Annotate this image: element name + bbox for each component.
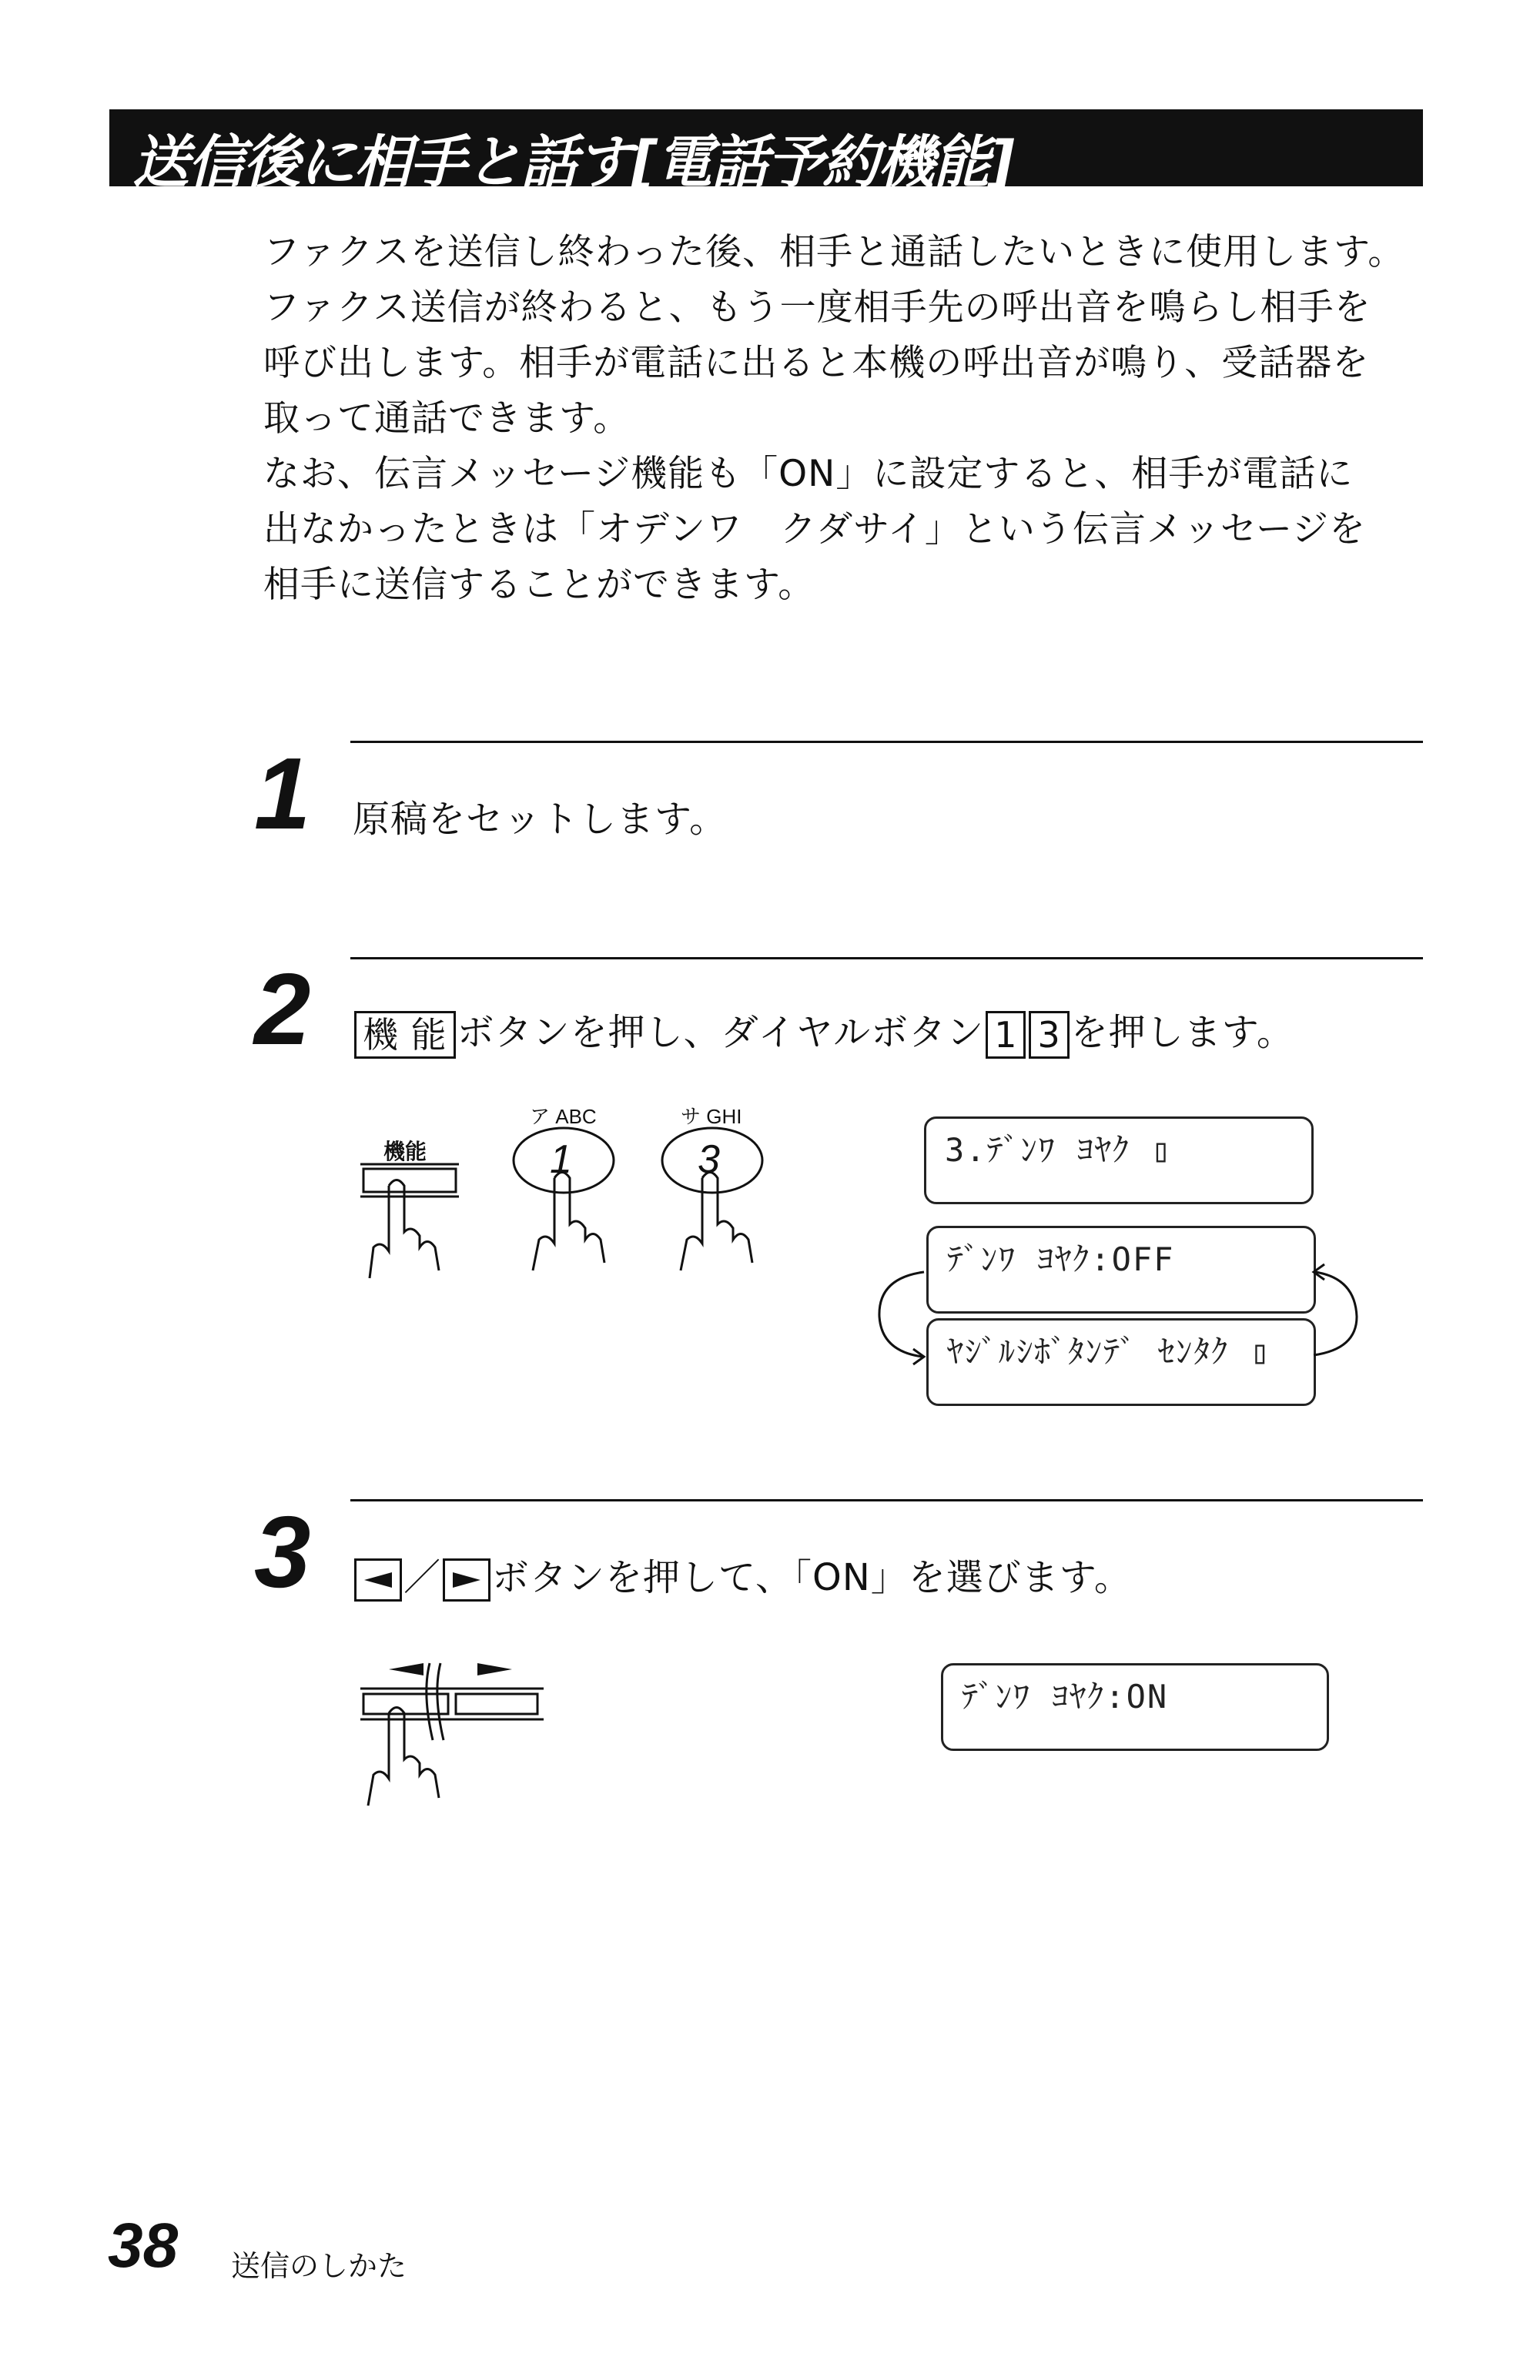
step-3-separator: ／ [403,1556,442,1599]
function-key-label: 機 能 [354,1011,456,1059]
dial-3-digit: 3 [698,1137,720,1182]
intro-line: なお、伝言メッセージ機能も「ON」に設定すると、相手が電話に [263,453,1354,495]
dial-3-caption: サ GHI [681,1105,742,1128]
dial-key-1-label: 1 [986,1011,1026,1059]
intro-line: 取って通話できます。 [263,397,631,440]
step-1-text: 原稿をセットします。 [353,798,728,841]
step-2-text-b: を押します。 [1070,1011,1294,1054]
function-button-caption: 機能 [383,1140,427,1163]
dial-key-3-label: 3 [1029,1011,1069,1059]
intro-line: 出なかったときは「オデンワ クダサイ」という伝言メッセージを [263,508,1367,551]
step-2-number: 2 [254,952,311,1066]
page-number: 38 [108,2211,179,2281]
step-1-number: 1 [254,737,311,850]
step-2-text-a: ボタンを押し、ダイヤルボタン [457,1011,985,1054]
lcd-display [941,1663,1329,1751]
page-title: 送信後に相手と話す[電話予約機能] [132,129,1013,196]
step-3-number-text: 3 [254,1495,311,1608]
lcd-text: ﾃﾞﾝﾜ ﾖﾔｸ:ON [962,1678,1169,1716]
dial-1-digit: 1 [550,1137,572,1182]
section-name: 送信のしかた [231,2249,407,2283]
intro-line: ファクスを送信し終わった後、相手と通話したいときに使用します。 [263,231,1405,273]
lcd-text: ﾃﾞﾝﾜ ﾖﾔｸ:OFF [947,1240,1175,1278]
intro-line: ファクス送信が終わると、もう一度相手先の呼出音を鳴らし相手を [263,286,1371,329]
dial-1-caption: ア ABC [530,1105,597,1128]
intro-line: 呼び出します。相手が電話に出ると本機の呼出音が鳴り、受話器を [263,342,1370,384]
step-3-text: ボタンを押して、「ON」を選びます。 [492,1556,1132,1599]
intro-line: 相手に送信することができます。 [263,564,815,606]
lcd-text: 3.ﾃﾞﾝﾜ ﾖﾔｸ ▯ [945,1131,1173,1169]
lcd-text: ﾔｼﾞﾙｼﾎﾞﾀﾝﾃﾞ ｾﾝﾀｸ ▯ [947,1333,1271,1371]
